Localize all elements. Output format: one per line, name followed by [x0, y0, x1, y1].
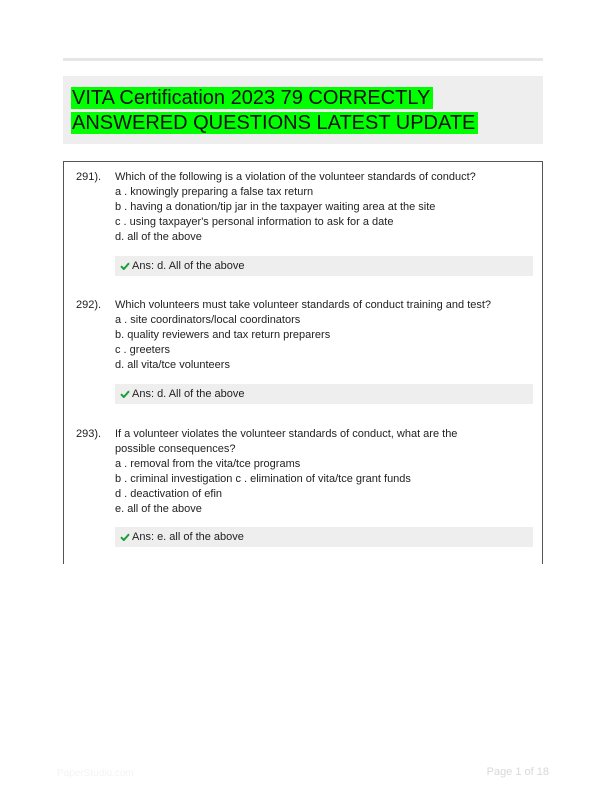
answer-text: Ans: d. All of the above	[132, 388, 245, 400]
question-list	[63, 161, 543, 564]
check-icon	[120, 262, 130, 270]
check-icon	[120, 390, 130, 398]
question-body	[115, 427, 535, 517]
option-b: b. quality reviewers and tax return preparers	[115, 329, 331, 341]
option-d: d. all vita/tce volunteers	[115, 359, 230, 371]
check-icon	[120, 533, 130, 541]
title-line-2: ANSWERED QUESTIONS LATEST UPDATE	[71, 112, 478, 134]
page-indicator: Page 1 of 18	[486, 766, 549, 778]
page-title	[71, 86, 541, 136]
answer-text: Ans: e. all of the above	[132, 531, 244, 543]
question-body	[115, 298, 535, 373]
option-c: c . greeters	[115, 344, 171, 356]
answer-box	[115, 527, 533, 547]
option-a: a . knowingly preparing a false tax return	[115, 186, 314, 198]
option-d: d. all of the above	[115, 231, 202, 243]
answer-box	[115, 384, 533, 404]
footer-watermark: PaperStudio.com	[57, 768, 134, 779]
question-number: 293).	[76, 428, 102, 440]
question-text: If a volunteer violates the volunteer standards of conduct, what are the possible consequences?	[115, 428, 458, 455]
title-banner	[63, 76, 543, 144]
question-text: Which of the following is a violation of the volunteer standards of conduct?	[115, 171, 476, 183]
option-c: c . using taxpayer's personal information to ask for a date	[115, 216, 394, 228]
answer-text: Ans: d. All of the above	[132, 260, 245, 272]
question-body	[115, 170, 535, 245]
question-number: 291).	[76, 171, 102, 183]
option-b: b . criminal investigation c . elimination of vita/tce grant funds	[115, 473, 411, 485]
option-a: a . site coordinators/local coordinators	[115, 314, 301, 326]
answer-box	[115, 256, 533, 276]
option-b: b . having a donation/tip jar in the taxpayer waiting area at the site	[115, 201, 436, 213]
top-divider	[63, 58, 543, 61]
option-a: a . removal from the vita/tce programs	[115, 458, 301, 470]
question-number: 292).	[76, 299, 102, 311]
title-line-1: VITA Certification 2023 79 CORRECTLY	[71, 87, 433, 109]
option-d: d . deactivation of efin	[115, 488, 223, 500]
option-e: e. all of the above	[115, 503, 202, 515]
question-text: Which volunteers must take volunteer standards of conduct training and test?	[115, 299, 492, 311]
